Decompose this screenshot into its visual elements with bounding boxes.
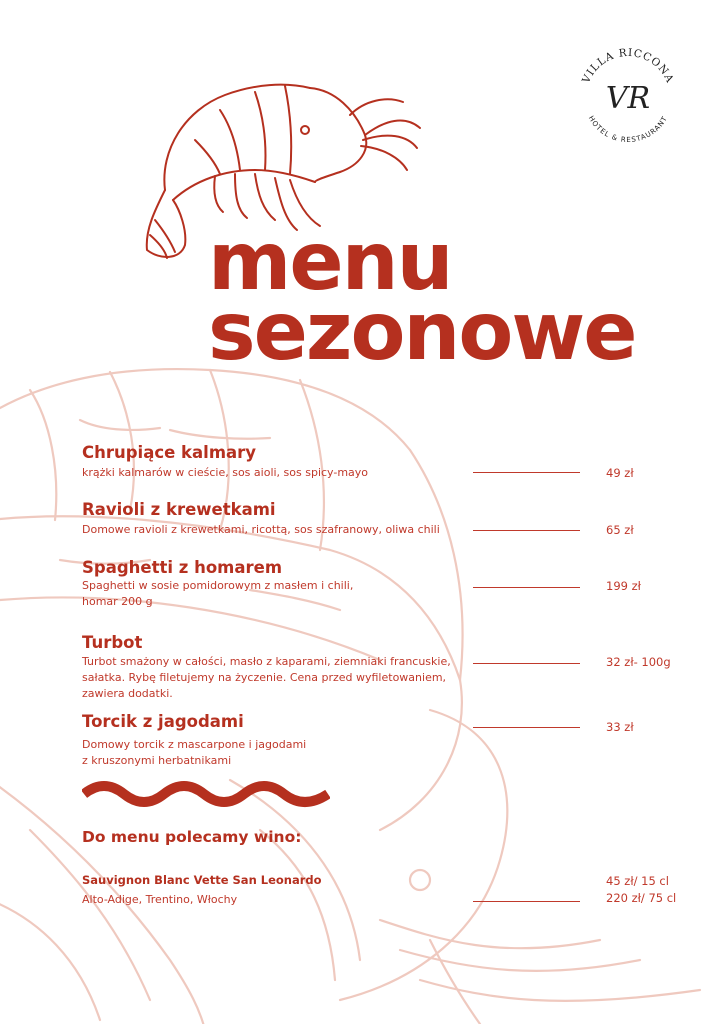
dish-price: 49 zł [606,466,634,480]
dish-description: krążki kalmarów w cieście, sos aioli, sos spicy-mayo [82,466,369,479]
price-leader-line [473,530,580,531]
price-leader-line [473,663,580,664]
dish-description: Domowe ravioli z krewetkami, ricottą, sos szafranowy, oliwa chili [82,523,440,536]
wine-price-bottle: 220 zł/ 75 cl [606,891,677,905]
price-leader-line [473,727,580,728]
dish-description-line: homar 200 g [82,595,153,608]
dish-name: Turbot [82,633,143,652]
dish-description [82,737,472,769]
price-leader-line [473,472,580,473]
dish-name: Spaghetti z homarem [82,558,283,577]
wine-price-glass: 45 zł/ 15 cl [606,874,669,888]
svg-text:VILLA RICCONA: VILLA RICCONA [580,46,676,86]
dish-name: Chrupiące kalmary [82,443,257,462]
dish-price: 199 zł [606,579,641,593]
dish-description [82,654,472,702]
dish-description-line: Turbot smażony w całości, masło z kaparami, ziemniaki francuskie, [82,655,451,668]
dish-description [82,578,472,610]
svg-text:HOTEL & RESTAURANT: HOTEL & RESTAURANT [586,114,670,145]
wine-origin: Alto-Adige, Trentino, Włochy [82,893,238,906]
dish-description-line: sałatka. Rybę filetujemy na życzenie. Cena przed wyfiletowaniem, [82,671,447,684]
dish-name: Ravioli z krewetkami [82,500,276,519]
wine-name: Sauvignon Blanc Vette San Leonardo [82,873,322,887]
menu-title-line-1: menu [208,215,452,308]
dish-description-line: Domowy torcik z mascarpone i jagodami [82,738,307,751]
wine-heading: Do menu polecamy wino: [82,828,302,846]
dish-price: 65 zł [606,523,634,537]
price-leader-line [473,587,580,588]
dish-description-line: Spaghetti w sosie pomidorowym z masłem i chili, [82,579,354,592]
svg-text:VR: VR [605,81,651,116]
dish-price: 32 zł- 100g [606,655,671,669]
dish-description-line: z kruszonymi herbatnikami [82,754,232,767]
wave-divider-icon [82,780,330,808]
dish-description-line: zawiera dodatki. [82,687,173,700]
dish-name: Torcik z jagodami [82,712,244,731]
dish-price: 33 zł [606,720,634,734]
menu-title-line-2: sezonowe [208,285,636,378]
